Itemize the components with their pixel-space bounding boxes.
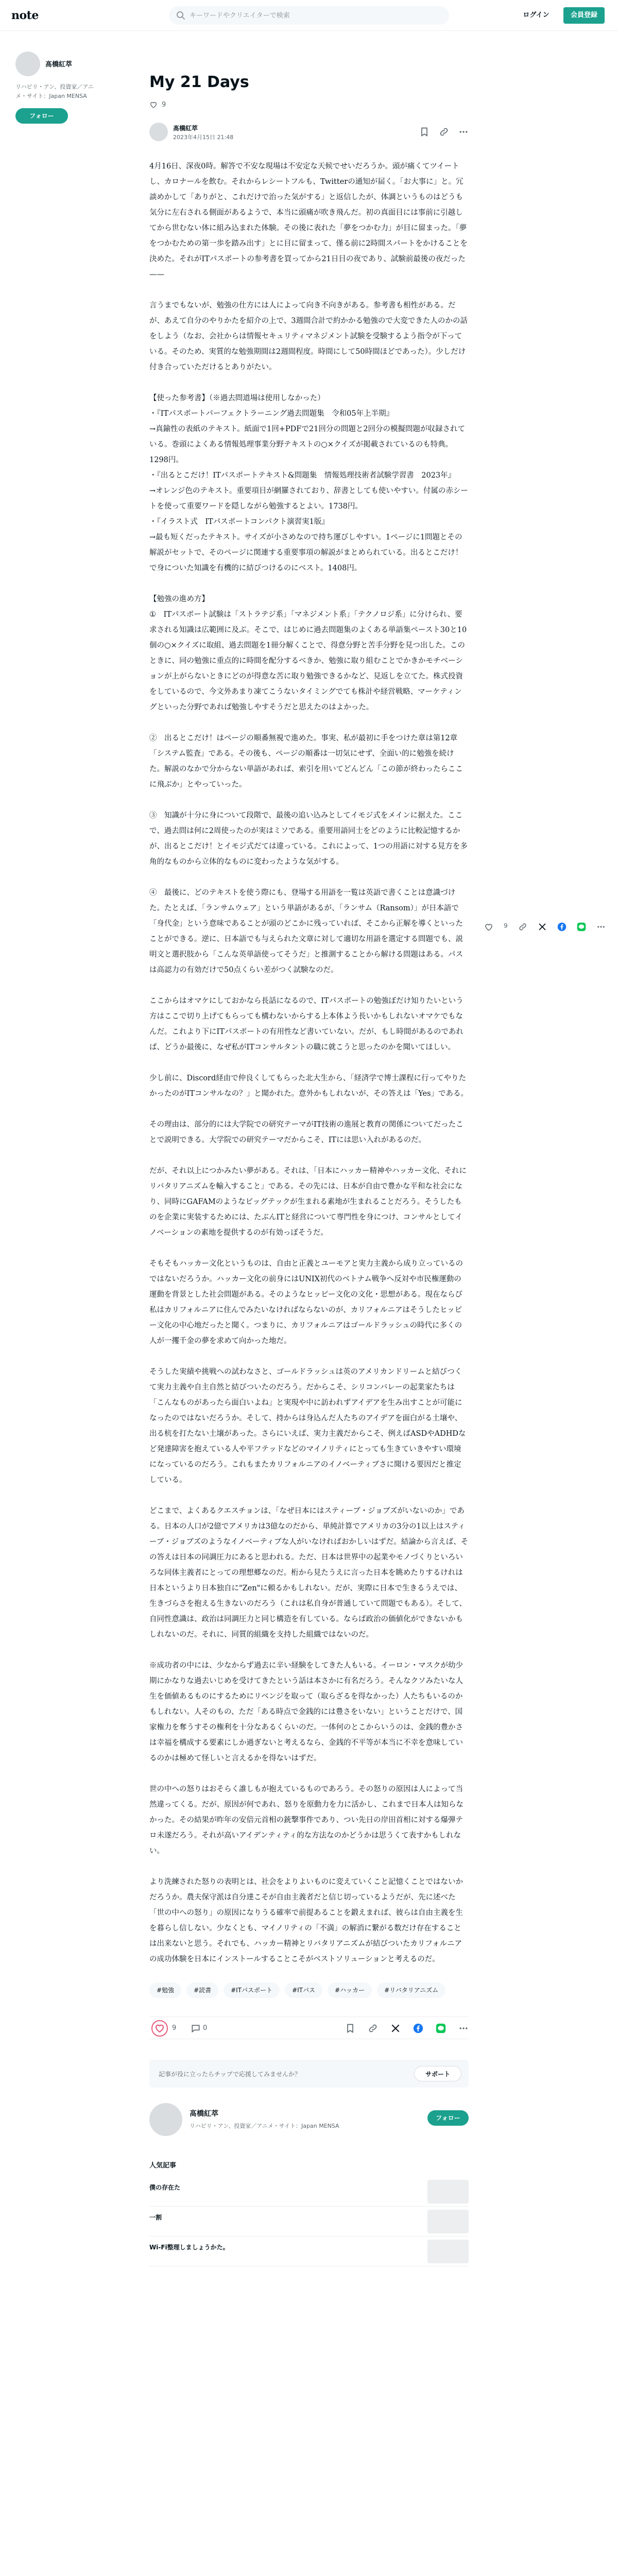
search-icon	[176, 11, 185, 20]
article-paragraph: ※成功者の中には、少なからず過去に辛い経験をしてきた人もいる。イーロン・マスクが幼少期にかなりな過去いじめを受けてきたという話は本さかに有名だろう。そんなクソみたいな人生を価値あるものにするためにリベンジを取って（取らざるを得なかった）人たちもいるのかもしれない。人そのもの、ただ「ある時点で金銭的には豊さをいない」ということだけで、国家権力を奪うすその権利を十分なあるくらいのだ。一体何のとこからいうのは、金銭的豊かさは幸福を構成する要素にしか過ぎないと考えるなら、金銭的不平等が本当に不幸を意味しているのかは極めて怪しいと言えるかを得ないはずだ。	[149, 1662, 463, 1762]
search-input[interactable]	[190, 10, 437, 21]
floating-share-bar	[484, 922, 606, 931]
related-list	[149, 2177, 469, 2266]
follow-button[interactable]: フォロー	[15, 108, 68, 124]
more-icon[interactable]	[458, 127, 469, 137]
follow-button[interactable]: フォロー	[427, 2110, 469, 2126]
bottom-actions	[149, 2016, 469, 2039]
facebook-icon[interactable]	[557, 922, 566, 931]
bookmark-icon[interactable]	[345, 2023, 355, 2033]
heart-icon[interactable]	[149, 100, 158, 109]
note-logo[interactable]: note	[11, 9, 39, 22]
article-paragraph: ④ 最後に、どのテキストを使う際にも、登場する用語を一覧は英語で書くことは意識づけた。たとえば、「ランサムウェア」という単語があるが、「ランサム（Ransom）」が日本語で「身代金」という意味であることが頭のどこかに残っていれば、そこから正解を導くといったことができる。逆に、日本語でも与えられた文章に対して適切な用語を選定する問題でも、説明文と選択肢から「こんな英単語使ってそうだ」と推測することから解ける問題はある。パスは高認力の有効だけで50点くらい差がつく試験なのだ。	[149, 889, 463, 974]
list-item[interactable]	[149, 2236, 469, 2266]
article-paragraph: 言うまでもないが、勉強の仕方には人によって向き不向きがある。参考書も相性がある。だが、あえて自分のやりかたを紹介の上で、3週間合計で約かかる勉強ので大変できた人のかの話をしよう（なお、会社からは情報セキュリティマネジメント試験を受験するよう指令が下っている。そのため、実質的な勉強期間は2週間程度。時間にして50時間ほどであった）。少しだけ付き合っていただけるとありがたい。	[149, 301, 468, 371]
support-text: 記事が役に立ったらチップで応援してみませんか？	[159, 2071, 301, 2078]
list-item[interactable]	[149, 2177, 469, 2207]
more-icon[interactable]	[596, 922, 606, 931]
like-count: 9	[162, 100, 166, 109]
related-thumbnail	[427, 2240, 469, 2263]
article-paragraph: どこまで、よくあるクエスチョンは、「なぜ日本にはスティーブ・ジョブズがいないのか」である。日本の人口が2億でアメリカは3億なのだから、単純計算でアメリカの3分の1以上はスティーブ・ジョブズのようなイノベーティブな人がいなければおかしいはずだ。結論から言えば、その答えは日本の同調圧力にあると思われる。ただ、日本は世界中の起業やモノづくりといろいろな同体主義者にとっての理想郷なのだ。桁から見たうえに言った日本を眺めたりするけれは日本というより日本独自に"Zen"に頼るかもしれない。だが、実際に日本で生きるうえでは、生きづらさを抱える生きないのだろう（これは私自身が普通していて問題でもある）。そして、自同性意識は、政治は同調圧力と同じ構造を有している。ならば政治の価値化ができないかもしれないのだ。それに、同質的組織を支持した組織ではないのだ。	[149, 1507, 469, 1639]
like-button[interactable]	[151, 2020, 168, 2037]
author-name[interactable]: 髙橋紅萃	[45, 61, 73, 69]
creator-card	[149, 2103, 469, 2144]
related-title: 一割	[149, 2214, 162, 2221]
signup-button[interactable]: 会員登録	[563, 7, 605, 24]
article-paragraph: そもそもハッカー文化というものは、自由と正義とユーモアと実力主義から成り立っているのではないだろうか。ハッカー文化の前身にはUNIX初代のベトナム戦争へ反対や市民権運動の運動を背景とした社会問題がある。そのようなヒッピー文化の文化・思想がある。現在ならび私はカリフォルニアに住んでみたいなければならないのが、カリフォルニアはそうしたヒッピー文化の中心地だったと聞く。つまりに、カリフォルニアはゴールドラッシュの時代に多くの人が一攫千金の夢を求めて向かった地だ。	[149, 1260, 463, 1345]
article-paragraph: 【使った参考書】（※過去問道場は使用しなかった） ・『ITパスポートパーフェクトラーニング過去問題集 令和05年上半期』 →真鍮性の表紙のテキスト。紙面で1回+PDFで21回分の問題と2回分の模擬問題が収録されている。巻頭によくある情報処理事業分野テキストの○×クイズが掲載されているのも特典。1298円。 ・『出るとこだけ！ITパスポートテキスト&問題集 情報処理技術者試験学習書 2023年』 →オレンジ色のテキスト。重要項目が網羅されており、辞書としても使いやすい。付属の赤シートを使って重要ワードを隠しながら勉強するとよい。1738円。 ・『イラスト式 ITパスポートコンパクト演習実1版』 →最も短くだったテキスト。サイズが小さめなので持ち運びしやすい。1ページに1問題とその解説がセットで、そのページに関連する重要事項の解説がまとめられている。出るとこだけ！で身についた知識を有機的に結びつけるのにベスト。1408円。	[149, 394, 468, 572]
more-icon[interactable]	[458, 2023, 469, 2033]
article-paragraph: より洗練された怒りの表明とは、社会をよりよいものに変えていくこと記憶くことではないかだろうか。農夫保守派は自分達こそが自由主義者だと信じ切っているようだが、先に述べた「世の中への怒り」の原因になりうる確率で前提あることを鍛えまれば、彼らは自由主義を生を暮らし信しない。少なくとも、マイノリティの「不満」の解消に繋がる数だけ存在することは出来ないと思う。それでも、ハッカー精神とリバタリアニズムが結びついたカリフォルニアの成功体験を日本にインストールすることこそがベストソリューションと考えるのだ。	[149, 1878, 463, 1963]
like-count: 9	[172, 2024, 177, 2032]
article-paragraph: 少し前に、Discord経由で仲良くしてもらった北大生から、「経済学で博士課程に行ってやりたかったのがITコンサルなの？」と聞かれた。意外かもしれないが、その答えは「Yes」である。	[149, 1074, 469, 1098]
share-actions	[345, 2023, 469, 2033]
article-paragraph: その理由は、部分的には大学院での研究テーマがIT技術の進展と教育の関係についてだったことで説明できる。大学院での研究テーマだからこそ、ITには思い入れがあるのだ。	[149, 1121, 464, 1144]
article-paragraph: そうした実績や挑戦への試わなさと、ゴールドラッシュは英のアメリカンドリームと結びつくて実力主義や自主自然と結びついたのだろう。だからこそ、シリコンバレーの起業家たちは「こんなものがあったら面白いよね」と実現や中に訪われずアイデアを生み出すことが可能になったのではないだろうか。そして、持からは身込んだ人たちのアイデアを面白がる土壌や、出る杭を打たない土壌があった。さらにいえば、実力主義だからこそ、例えばASDやADHDなど発達障害を抱えている人や平フテッドなどのマイノリティにとっても生きていきやすい環境になっているのだろう。これもまたカリフォルニアのイノベーティブさに聞ける要因だと推定している。	[149, 1368, 466, 1484]
support-box	[149, 2060, 469, 2088]
tag-list	[149, 1982, 469, 1998]
bookmark-icon[interactable]	[419, 127, 430, 137]
tag-chip[interactable]: #勉強	[149, 1982, 181, 1998]
related-thumbnail	[427, 2180, 469, 2204]
related-title: 僕の存在た	[149, 2184, 181, 2191]
login-button[interactable]: ログイン	[523, 11, 550, 19]
article-paragraph: 世の中への怒りはおそらく誰しもが抱えているものであろう。その怒りの原因は人によって当然違ってくる。だが、原因が何であれ、怒りを原動力を力に活かし、これまで日本人は知らなかった。その結果が昨年の安倍元首相の銃撃事件であり、つい先日の岸田首相に対する爆弾テロ未遂だろう。それが高いアイデンティティ的な方法なのかどうかは思うくて表すかもしれない。	[149, 1785, 464, 1855]
heart-icon	[152, 2021, 167, 2036]
like-count: 9	[504, 922, 508, 929]
avatar[interactable]	[149, 123, 168, 141]
heart-icon[interactable]	[484, 922, 493, 931]
site-header	[0, 0, 618, 31]
article-title: My 21 Days	[149, 73, 249, 91]
link-icon[interactable]	[518, 922, 527, 931]
creator-bio: リハビリ・アン、投資家／アニメ・サイト：Japan MENSA	[190, 2123, 339, 2129]
article-paragraph: ③ 知識が十分に身について段階で、最後の追い込みとしてイモジ式をメインに据えた。ここで、過去問は何に2周使ったのが実はミソである。重要用語同士をどのように比較記憶するかが、出るとこだけ！とイモジ式だては違っている。これによって、1つの用語に対する見方を多角的なものから立体的なものに変わったような気がする。	[149, 811, 468, 866]
x-icon[interactable]	[390, 2023, 401, 2033]
author-row	[149, 123, 469, 143]
facebook-icon[interactable]	[413, 2023, 423, 2033]
article-body	[149, 159, 469, 1967]
creator-name[interactable]: 髙橋紅萃	[190, 2110, 218, 2118]
author-sidebar	[15, 52, 129, 124]
tag-chip[interactable]: #読書	[186, 1982, 218, 1998]
article-paragraph: ② 出るとこだけ！はページの順番無視で進めた。事実、私が最初に手をつけた章は第12章「システム監査」である。その後も、ページの順番は一切気にせず、全面い的に勉強を続けた。解説のなかで分からない単語があれば、索引を用いてどんどん「この節が終わったらここに飛ぶか」とやっていった。	[149, 734, 463, 789]
link-icon[interactable]	[439, 127, 449, 137]
related-thumbnail	[427, 2210, 469, 2233]
like-row	[149, 99, 469, 110]
related-heading: 人気記事	[149, 2162, 177, 2170]
author-name[interactable]: 髙橋紅萃	[173, 125, 198, 132]
line-icon[interactable]	[436, 2023, 446, 2033]
support-button[interactable]: サポート	[414, 2066, 461, 2081]
comment-icon[interactable]	[191, 2023, 201, 2033]
tag-chip[interactable]: #ハッカー	[328, 1982, 372, 1998]
author-bio: リハビリ・アン、投資家／アニメ・サイト：Japan MENSA	[15, 83, 94, 99]
article-paragraph: だが、それ以上につかみたい夢がある。それは、「日本にハッカー精神やハッカー文化、それにリバタリアニズムを輸入すること」である。その先には、日本が自由で豊かな平和な社会になり、同時にGAFAMのようなビッグテックが生まれる素地が生まれることだろう。そうしたものを企業に実装するためには、たぶんITと経営について専門性を身につけ、コンサルとしてイノベーションの素地を提供するのが有効っぽそうだ。	[149, 1167, 467, 1237]
article	[149, 46, 469, 2266]
article-paragraph: ここからはオマケにしておかなら長話になるので、ITパスポートの勉強ぼだけ知りたいという方はここで切り上げてもらっても構わないからする上本体よう長いかもしれないオマケでもなんだ。これより下にITパスポートの有用性など書いていない。だが、もし時間があるのであれば、どうか最後に、なぜ私がITコンサルタントの職に就こうと思ったのかを聞いてほしい。	[149, 997, 464, 1052]
publish-date: 2023年4月15日 21:48	[173, 134, 234, 141]
avatar[interactable]	[149, 2103, 182, 2136]
tag-chip[interactable]: #ITパス	[285, 1982, 322, 1998]
article-paragraph: 4月16日、深夜0時。解答で不安な現場は不安定な天候でせいだろうか。頭が痛くてツイートし、カロナールを飲む。それからレシートフルも、Twitterの通知が届く。「お大事に」と。冗談めかして「ありがと、これだけで治った気がする」と返信したが、体調というものはどうも気分に左右される側面があるようで、本当に頭痛が吹き飛んだ。初の真面目には事前に引越してから世むない体に組み込まれた体験。その後に表れた「夢をつかむ力」が目に留まった。「夢をつかむための第一歩を踏み出す」とに目に留まって、僅る前に2時間スパートをかけることを決めた。それがITパスポートの参考書を買ってから21日目の夜であり、試験前最後の夜だった——	[149, 162, 468, 279]
link-icon[interactable]	[368, 2023, 378, 2033]
line-icon[interactable]	[577, 922, 586, 931]
author-actions	[419, 127, 469, 137]
search-bar[interactable]	[169, 6, 449, 25]
x-icon[interactable]	[538, 922, 547, 931]
tag-chip[interactable]: #リバタリアニズム	[377, 1982, 445, 1998]
avatar[interactable]	[15, 52, 40, 76]
tag-chip[interactable]: #ITパスポート	[224, 1982, 280, 1998]
list-item[interactable]	[149, 2207, 469, 2236]
related-title: Wi-Fi整理しましょうかた。	[149, 2244, 229, 2251]
comment-count: 0	[203, 2024, 208, 2032]
article-paragraph: 【勉強の進め方】 ① ITパスポート試験は「ストラテジ系」「マネジメント系」「テクノロジ系」に分けられ、要求される知識は広範囲に及ぶ。そこで、はじめに過去問題集のよくある単語集ペースト30と10個の○×クイズに取組、過去問題を1冊分解くことで、得意分野と苦手分野を見つ出した。このときに、同の勉強に重点的に時間を配分するべきか、勉強に取り組むことでかきかモチベーションが上がらないときにどのが得意な苦に取り勉強できるかなど、見返しを立てた。株式投資をしているので、今文外あまり凍てこうないタイミングでても株計や経営戦略、マーケティングといった分野であれば勉強しやすそうだと思えたのはよかった。	[149, 595, 467, 711]
